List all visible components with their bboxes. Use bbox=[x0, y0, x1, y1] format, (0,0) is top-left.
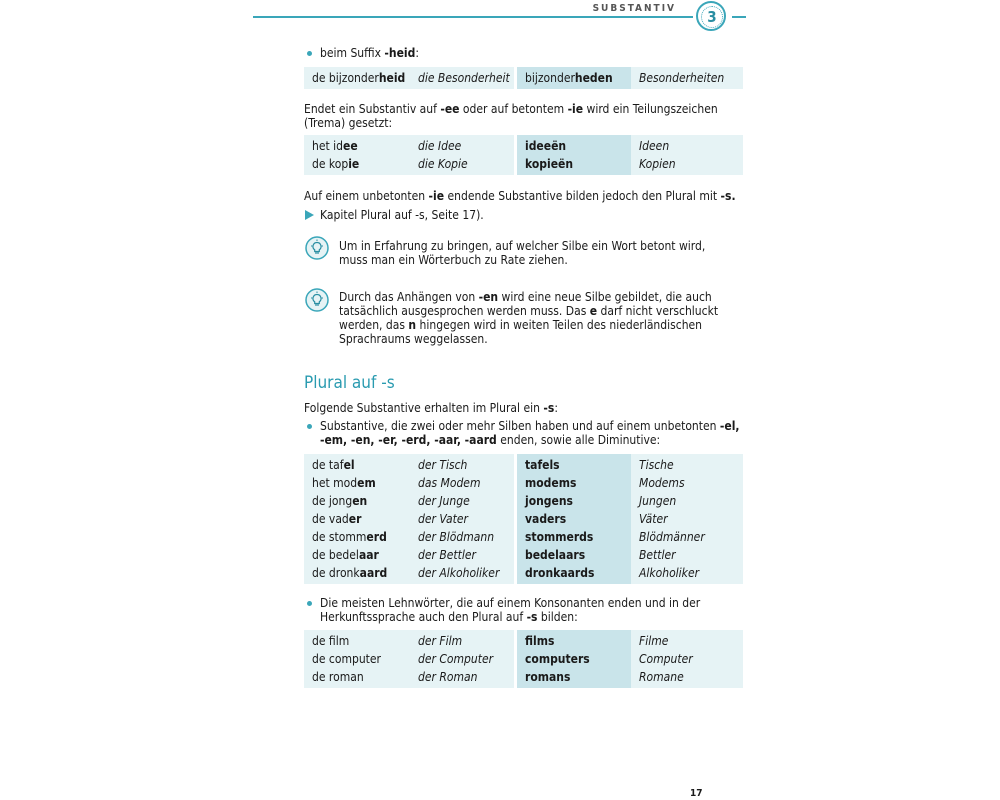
table-row: de bijzonderheid die Besonderheit bijzonderheden Besonderheiten bbox=[304, 67, 743, 89]
table-row: de stommerd der Blödmann stommerds Blödmänner bbox=[304, 528, 743, 546]
plural-s-bullet-2: Die meisten Lehnwörter, die auf einem Konsonanten enden und in der Herkunftssprache auch den Plural auf -s bilden: bbox=[320, 596, 701, 624]
plural-s-bullet-1: Substantive, die zwei oder mehr Silben haben und auf einem unbetonten -el, -em, -en, -er, -erd, -aar, -aard enden, sowie alle Diminutive: bbox=[320, 419, 740, 447]
lightbulb-tip-icon bbox=[305, 236, 329, 260]
table-row: de tafel der Tisch tafels Tische bbox=[304, 454, 743, 474]
unstressed-ie-paragraph: Auf einem unbetonten -ie endende Substantive bilden jedoch den Plural mit -s. bbox=[304, 189, 736, 203]
table-row: de computer der Computer computers Computer bbox=[304, 650, 743, 668]
bullet-icon bbox=[307, 51, 312, 56]
lightbulb-tip-icon bbox=[305, 288, 329, 312]
tip-en-text: Durch das Anhängen von -en wird eine neue Silbe gebildet, die auch tatsächlich ausgesprochen werden muss. Das e darf nicht verschluckt werden, das n hingegen wird in weiten Teilen des niederländischen Sprachraums weggelassen. bbox=[339, 290, 719, 346]
chapter-number: 3 bbox=[701, 6, 723, 28]
chapter-badge bbox=[696, 1, 726, 31]
table-row: het idee die Idee ideeën Ideen bbox=[304, 135, 743, 155]
section-title: Plural auf -s bbox=[304, 373, 395, 393]
table-row: de roman der Roman romans Romane bbox=[304, 668, 743, 688]
header-rule-right bbox=[732, 16, 746, 18]
heid-table bbox=[304, 67, 743, 89]
tip-stress-text: Um in Erfahrung zu bringen, auf welcher Silbe ein Wort betont wird, muss man ein Wörterbuch zu Rate ziehen. bbox=[339, 239, 706, 267]
table-row: de jongen der Junge jongens Jungen bbox=[304, 492, 743, 510]
bullet-icon bbox=[307, 601, 312, 606]
suffix-heid-bullet: beim Suffix -heid: bbox=[320, 46, 419, 60]
header-rule bbox=[253, 16, 693, 18]
trema-table bbox=[304, 135, 743, 175]
table-row: de dronkaard der Alkoholiker dronkaards Alkoholiker bbox=[304, 564, 743, 584]
chapter-reference-link[interactable]: Kapitel Plural auf -s, Seite 17). bbox=[320, 208, 484, 222]
arrow-right-icon bbox=[305, 210, 314, 220]
plural-s-intro: Folgende Substantive erhalten im Plural ein -s: bbox=[304, 401, 558, 415]
table-row: het modem das Modem modems Modems bbox=[304, 474, 743, 492]
table-row: de film der Film films Filme bbox=[304, 630, 743, 650]
plural-s-table bbox=[304, 454, 743, 584]
trema-paragraph: Endet ein Substantiv auf -ee oder auf betontem -ie wird ein Teilungszeichen (Trema) gesetzt: bbox=[304, 102, 718, 130]
loanword-table bbox=[304, 630, 743, 688]
bullet-icon bbox=[307, 424, 312, 429]
table-row: de vader der Vater vaders Väter bbox=[304, 510, 743, 528]
page-number: 17 bbox=[690, 788, 703, 799]
table-row: de bedelaar der Bettler bedelaars Bettler bbox=[304, 546, 743, 564]
section-header: SUBSTANTIV bbox=[592, 3, 676, 14]
table-row: de kopie die Kopie kopieën Kopien bbox=[304, 155, 743, 175]
